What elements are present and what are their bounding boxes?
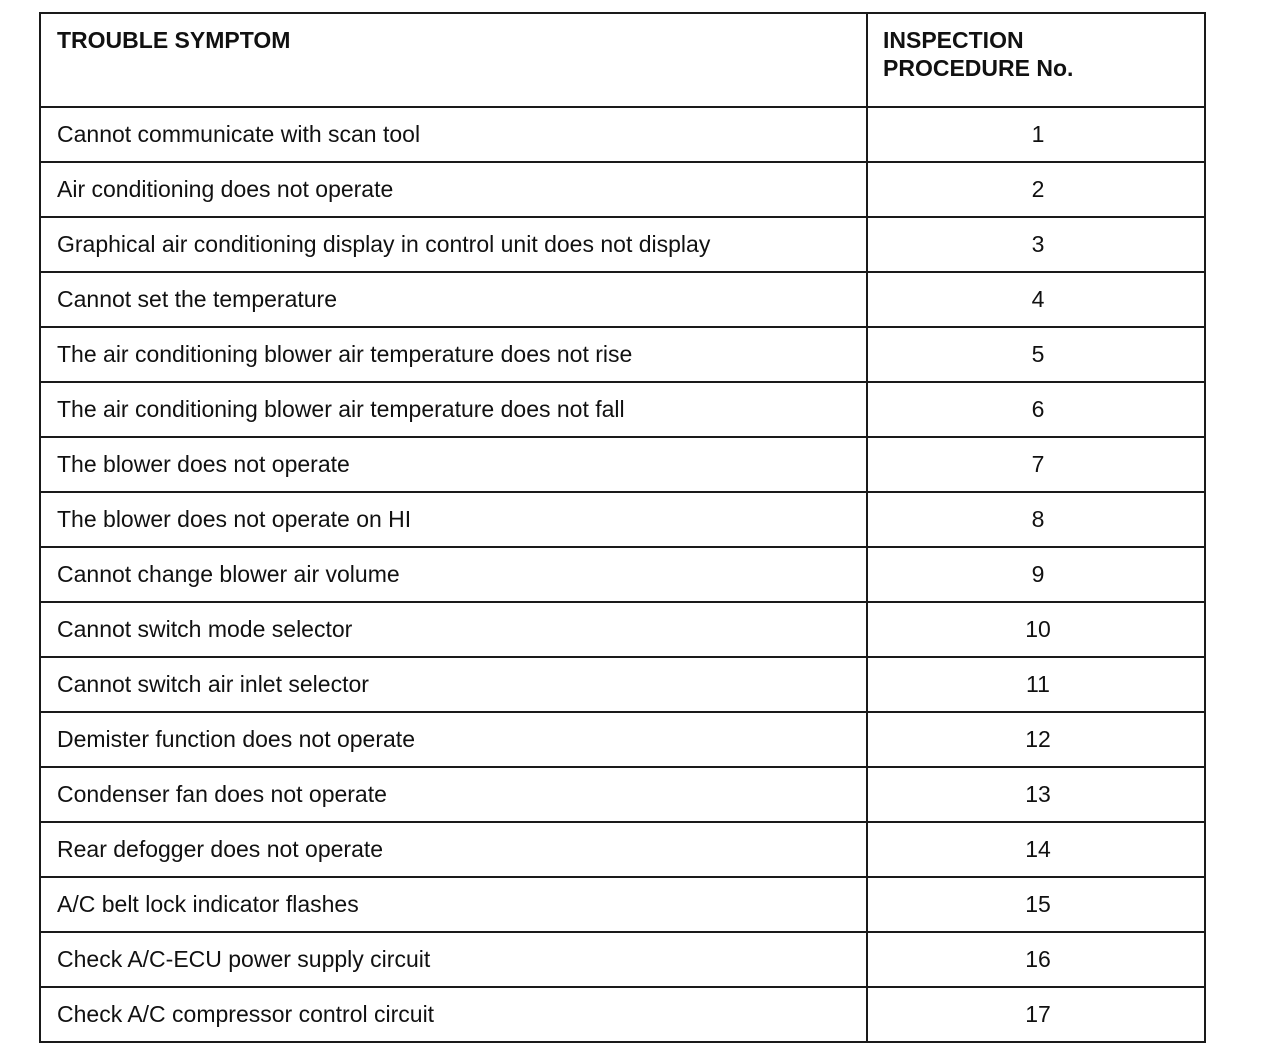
procedure-number-cell: 16 xyxy=(867,932,1205,987)
symptom-cell: The air conditioning blower air temperature does not rise xyxy=(40,327,867,382)
procedure-number-cell: 1 xyxy=(867,107,1205,162)
procedure-number-cell: 17 xyxy=(867,987,1205,1042)
trouble-symptom-table xyxy=(39,12,1206,1043)
table-row xyxy=(40,327,1205,382)
symptom-cell: Cannot set the temperature xyxy=(40,272,867,327)
symptom-cell: Rear defogger does not operate xyxy=(40,822,867,877)
table-header-row xyxy=(40,13,1205,107)
table-row xyxy=(40,602,1205,657)
symptom-cell: The air conditioning blower air temperature does not fall xyxy=(40,382,867,437)
symptom-cell: Cannot switch mode selector xyxy=(40,602,867,657)
procedure-number-cell: 14 xyxy=(867,822,1205,877)
procedure-number-cell: 3 xyxy=(867,217,1205,272)
procedure-number-cell: 9 xyxy=(867,547,1205,602)
table-row xyxy=(40,877,1205,932)
symptom-cell: Cannot communicate with scan tool xyxy=(40,107,867,162)
symptom-cell: Check A/C-ECU power supply circuit xyxy=(40,932,867,987)
procedure-number-cell: 10 xyxy=(867,602,1205,657)
procedure-number-cell: 15 xyxy=(867,877,1205,932)
procedure-number-cell: 11 xyxy=(867,657,1205,712)
procedure-number-cell: 6 xyxy=(867,382,1205,437)
table-row xyxy=(40,987,1205,1042)
symptom-cell: Cannot switch air inlet selector xyxy=(40,657,867,712)
symptom-cell: The blower does not operate on HI xyxy=(40,492,867,547)
table-row xyxy=(40,492,1205,547)
table-row xyxy=(40,107,1205,162)
symptom-cell: Check A/C compressor control circuit xyxy=(40,987,867,1042)
table-row xyxy=(40,272,1205,327)
procedure-number-cell: 7 xyxy=(867,437,1205,492)
symptom-cell: Condenser fan does not operate xyxy=(40,767,867,822)
header-inspection-procedure xyxy=(867,13,1205,107)
procedure-number-cell: 2 xyxy=(867,162,1205,217)
table-row xyxy=(40,767,1205,822)
procedure-number-cell: 13 xyxy=(867,767,1205,822)
table-row xyxy=(40,712,1205,767)
table-row xyxy=(40,382,1205,437)
table-row xyxy=(40,547,1205,602)
symptom-cell: Cannot change blower air volume xyxy=(40,547,867,602)
header-procedure-line2: PROCEDURE No. xyxy=(883,55,1074,81)
table-row xyxy=(40,822,1205,877)
table-row xyxy=(40,162,1205,217)
table-row xyxy=(40,437,1205,492)
symptom-cell: Air conditioning does not operate xyxy=(40,162,867,217)
table-row xyxy=(40,932,1205,987)
procedure-number-cell: 4 xyxy=(867,272,1205,327)
table-row xyxy=(40,657,1205,712)
symptom-cell: Demister function does not operate xyxy=(40,712,867,767)
table-row xyxy=(40,217,1205,272)
header-procedure-line1: INSPECTION xyxy=(883,27,1024,53)
symptom-cell: Graphical air conditioning display in control unit does not display xyxy=(40,217,867,272)
procedure-number-cell: 12 xyxy=(867,712,1205,767)
symptom-cell: The blower does not operate xyxy=(40,437,867,492)
procedure-number-cell: 5 xyxy=(867,327,1205,382)
symptom-cell: A/C belt lock indicator flashes xyxy=(40,877,867,932)
header-trouble-symptom: TROUBLE SYMPTOM xyxy=(40,13,867,107)
procedure-number-cell: 8 xyxy=(867,492,1205,547)
